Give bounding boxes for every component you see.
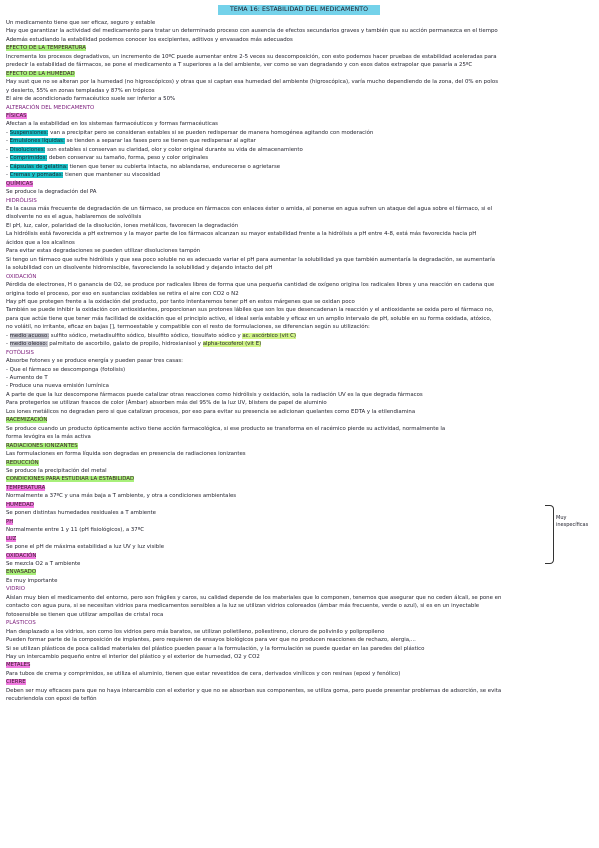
highlighted-term: alpha-tocoferol (vit E) xyxy=(202,341,262,348)
section-heading xyxy=(6,568,589,576)
line-text: VIDRIO xyxy=(6,586,26,593)
bullet-dash: - xyxy=(6,172,10,179)
line-text: Pueden formar parte de la composición de implantes, pero requieren de ensayos biológicos para ver que no producen reacciones de rechazo, alergia,... xyxy=(6,637,416,644)
text-line xyxy=(6,636,589,644)
line-text: EFECTO DE LA HUMEDAD xyxy=(6,70,75,77)
text-line xyxy=(6,509,589,517)
bullet-dash: - xyxy=(6,155,10,162)
section-heading xyxy=(6,484,589,492)
line-text: FÍSICAS xyxy=(6,112,27,119)
text-line xyxy=(6,222,589,230)
section-heading xyxy=(6,273,589,281)
text-line xyxy=(6,120,589,128)
line-text: Para evitar estas degradaciones se pueden utilizar disoluciones tampón xyxy=(6,248,201,255)
line-text: Pérdida de electrones, H o ganancia de O2, se produce por radicales libres de forma que una pequeña cantidad de oxígeno origina los radicales libres y una reacción en cadena que xyxy=(6,282,495,289)
text-line xyxy=(6,467,589,475)
line-text: Incrementa los procesos degradativos, un incremento de 10ºC puede aumentar entre 2-5 veces su descomposición, con esto podemos hacer pruebas de estabilidad aceleradas para xyxy=(6,53,497,60)
line-text: Se mezcla O2 a T ambiente xyxy=(6,561,81,567)
section-heading xyxy=(6,535,589,543)
line-text: El pH, luz, calor, polaridad de la disolución, iones metálicos, favorecen la degradación xyxy=(6,222,239,229)
text-line xyxy=(6,256,589,264)
line-text: - Que el fármaco se descomponga (fotolisis) xyxy=(6,366,126,373)
line-text: Para protegerlos se utilizan frascos de color (Ámbar) absorben más del 95% de la luz UV, blisters de papel de aluminio xyxy=(6,400,327,407)
line-text: RADIACIONES IONIZANTES xyxy=(6,442,78,449)
section-heading xyxy=(6,104,589,112)
line-text: Además estudiando la estabilidad podemos conocer los excipientes, aditivos y envasados más adecuados xyxy=(6,36,293,43)
line-text: tienen que tener su cubierta intacta, no ablandarse, endurecerse o agrietarse xyxy=(67,163,281,170)
line-text: y desierto, 55% en zonas templadas y 87% en trópicos xyxy=(6,87,155,94)
text-line xyxy=(6,628,589,636)
bullet-dash: - xyxy=(6,146,10,153)
text-line xyxy=(6,577,589,585)
line-text: LUZ xyxy=(6,535,17,542)
line-text: van a precipitar pero se consideran estables si se pueden redispersar de manera homogénea agitando con moderación xyxy=(48,129,374,136)
line-text: PLÁSTICOS xyxy=(6,620,36,627)
highlighted-term: Cremas y pomadas: xyxy=(9,172,64,179)
line-text: OXIDACIÓN xyxy=(6,273,37,280)
text-line xyxy=(6,543,589,551)
text-line xyxy=(6,137,589,145)
section-heading xyxy=(6,442,589,450)
line-text: METALES xyxy=(6,662,31,669)
section-heading xyxy=(6,70,589,78)
line-text: TEMPERATURA xyxy=(6,484,46,491)
line-text: Absorbe fotones y se produce energía y pueden pasar tres casas: xyxy=(6,358,183,365)
document-body xyxy=(6,19,589,704)
text-line xyxy=(6,163,589,171)
highlighted-term: Disoluciones: xyxy=(9,146,46,153)
text-line xyxy=(6,146,589,154)
line-text: palmitato de ascorbilo, galato de propilo, hidroxianisol y xyxy=(47,341,203,348)
line-text: Hay un intercambio pequeño entre el interior del plástico y el exterior de humedad, O2 y CO2 xyxy=(6,653,260,660)
line-text: predecir la estabilidad de fármacos, se pone el medicamento a T superiores a la del ambiente, ver como se van degradando y con esos datos extrapolar que pasaría a 25ºC xyxy=(6,62,473,69)
line-text: Aíslan muy bien el medicamento del entorno, pero son frágiles y caros, su calidad depende de los materiales que lo componen, tenemos que asegurar que no ceden álcali, se pone en xyxy=(6,594,502,601)
text-line xyxy=(6,526,589,534)
line-text: Un medicamento tiene que ser eficaz, seguro y estable xyxy=(6,20,156,26)
bullet-dash: - xyxy=(6,163,10,170)
text-line xyxy=(6,188,589,196)
side-note-line: inespecíficas xyxy=(556,522,589,528)
highlighted-term: Comprimidos: xyxy=(9,155,48,162)
text-line xyxy=(6,281,589,289)
highlighted-term: medio oleoso: xyxy=(9,341,48,348)
line-text: Deben ser muy eficaces para que no haya intercambio con el exterior y que no se absorban sus componentes, se utiliza goma, pero puede presentar problemas de adsorción, se evita xyxy=(6,687,502,694)
line-text: Los iones metálicos no degradan pero si que catalizan procesos, por eso para evitar su presencia se adicionan quelantes como EDTA y la etilendiamina xyxy=(6,408,416,415)
line-text: Es muy importante xyxy=(6,577,58,584)
line-text: recubriendola con epoxi de teflón xyxy=(6,696,97,703)
line-text: tienen que mantener su viscosidad xyxy=(63,172,161,179)
text-line xyxy=(6,264,589,272)
text-line xyxy=(6,560,589,568)
line-text: OXIDACIÓN xyxy=(6,552,37,559)
line-text: Las formulaciones en forma líquida son degradas en presencia de radiaciones ionizantes xyxy=(6,451,246,458)
line-text: Se pone el pH de máxima estabilidad a luz UV y luz visible xyxy=(6,544,165,551)
line-text: la solubilidad con un disolvente hidromiscible, favoreciendo la solubilidad y dejando intacto del pH xyxy=(6,265,273,272)
line-text: para que actúe tiene que tener más facilidad de oxidación que el principio activo, el ideal sería estable y eficaz en un amplio intervalo de pH, soluble en su forma oxidada, atóxico, xyxy=(6,315,492,322)
line-text: Afectan a la estabilidad en los sistemas farmacéuticos y formas farmacéuticas xyxy=(6,121,218,128)
section-heading xyxy=(6,459,589,467)
section-heading xyxy=(6,349,589,357)
text-line xyxy=(6,645,589,653)
line-text: REDUCCIÓN xyxy=(6,459,39,466)
highlighted-term: Cápsulas de gelatina: xyxy=(9,163,68,170)
text-line xyxy=(6,306,589,314)
line-text: Hay pH que protegen frente a la oxidación del producto, por tanto intentaremos tener pH en estos márgenes que se oxidan poco xyxy=(6,298,355,305)
section-heading xyxy=(6,678,589,686)
line-text: disolvente no es el agua, hablaremos de solvólisis xyxy=(6,214,142,221)
line-text: PH xyxy=(6,518,14,525)
text-line xyxy=(6,213,589,221)
text-line xyxy=(6,239,589,247)
text-line xyxy=(6,374,589,382)
line-text: QUÍMICAS xyxy=(6,180,33,187)
text-line xyxy=(6,129,589,137)
text-line xyxy=(6,53,589,61)
line-text: son estables si conservan su claridad, olor y color original durante su vida de almacenamiento xyxy=(45,146,303,153)
line-text: Para tubos de crema y comprimidos, se utiliza el aluminio, tienen que estar revestidos de cera, derivados vinílicos y con resinas (epoxi y fenólico) xyxy=(6,670,401,677)
line-text: origina todo el proceso, por eso en sustancias oxidables se retira el aire con CO2 o N2 xyxy=(6,290,239,297)
text-line xyxy=(6,602,589,610)
text-line xyxy=(6,695,589,703)
text-line xyxy=(6,247,589,255)
section-heading xyxy=(6,619,589,627)
text-line xyxy=(6,323,589,331)
text-line xyxy=(6,492,589,500)
section-heading xyxy=(6,416,589,424)
line-text: El aire de acondicionado farmacéutico suele ser inferior a 50% xyxy=(6,96,176,103)
text-line xyxy=(6,315,589,323)
line-text: También se puede inhibir la oxidación con antioxidantes, proporcionan sus protones lábiles que son los que desencadenan la reacción y el antioxidante se oxida pero el fármaco no, xyxy=(6,307,494,314)
text-line xyxy=(6,433,589,441)
section-heading xyxy=(6,197,589,205)
section-heading xyxy=(6,518,589,526)
section-heading xyxy=(6,501,589,509)
text-line xyxy=(6,382,589,390)
line-text: - Produce una nueva emisión lumínica xyxy=(6,383,109,390)
line-text: Si se utilizan plásticos de poca calidad materiales del plástico pueden pasar a la formulación, y la formulación se puede quedar en las paredes del plástico xyxy=(6,645,425,652)
text-line xyxy=(6,154,589,162)
text-line xyxy=(6,87,589,95)
text-line xyxy=(6,36,589,44)
text-line xyxy=(6,687,589,695)
line-text: contacto con agua pura, si se necesitan vidrios para medicamentos sensibles a la luz se utilizan vidrios coloreados (ámbar más frecuente, verde o azul), si es en un inyectable xyxy=(6,603,480,610)
text-line xyxy=(6,594,589,602)
line-text: EFECTO DE LA TEMPERATURA xyxy=(6,45,86,52)
line-text: RACEMIZACIÓN xyxy=(6,417,48,424)
line-text: FOTÓLISIS xyxy=(6,349,34,356)
text-line xyxy=(6,340,589,348)
text-line xyxy=(6,332,589,340)
bullet-dash: - xyxy=(6,129,10,136)
text-line xyxy=(6,61,589,69)
line-text: ENVASADO xyxy=(6,569,37,576)
text-line xyxy=(6,19,589,27)
text-line xyxy=(6,399,589,407)
line-text: Es la causa más frecuente de degradación de un fármaco, se produce en fármacos con enlaces éster o amida, al ponerse en agua sufren un ataque del agua sobre el fármaco, si el xyxy=(6,205,493,212)
line-text: Se produce la degradación del PA xyxy=(6,189,97,196)
line-text: HUMEDAD xyxy=(6,501,34,508)
line-text: Se ponen distintas humedades residuales a T ambiente xyxy=(6,510,156,517)
line-text: forma levógira es la más activa xyxy=(6,434,91,441)
bullet-dash: - xyxy=(6,332,10,339)
text-line xyxy=(6,230,589,238)
bullet-dash: - xyxy=(6,138,10,145)
section-heading xyxy=(6,112,589,120)
section-heading xyxy=(6,475,589,483)
highlighted-term: ac. ascórbico (vit C) xyxy=(242,332,297,339)
section-heading xyxy=(6,552,589,560)
side-note xyxy=(556,515,588,529)
line-text: sulfito sódico, metadisulfito sódico, bisulfito sódico, tiosulfato sódico y xyxy=(49,332,243,339)
line-text: Se produce cuando un producto ópticamente activo tiene acción farmacológica, si ese producto se transforma en el racémico pierde su actividad, normalmente la xyxy=(6,425,446,432)
line-text: se tienden a separar las fases pero se tienen que redispersar al agitar xyxy=(64,138,256,145)
highlighted-term: Suspensiones: xyxy=(9,129,49,136)
brace-mark xyxy=(545,505,554,564)
text-line xyxy=(6,298,589,306)
text-line xyxy=(6,408,589,416)
line-text: CONDICIONES PARA ESTUDIAR LA ESTABILIDAD xyxy=(6,476,135,483)
line-text: Normalmente entre 1 y 11 (pH fisiológicos), a 37ºC xyxy=(6,527,145,534)
highlighted-term: medio acuoso: xyxy=(9,332,50,339)
text-line xyxy=(6,366,589,374)
bullet-dash: - xyxy=(6,341,10,348)
line-text: deben conservar su tamaño, forma, peso y color originales xyxy=(47,155,209,162)
text-line xyxy=(6,391,589,399)
line-text: Se produce la precipitación del metal xyxy=(6,468,107,475)
highlighted-term: Emulsiones líquidas: xyxy=(9,138,65,145)
line-text: La hidrólisis está favorecida a pH extremos y la mayor parte de los fármacos alcanzan su mayor estabilidad frente a la hidrólisis a pH entre 4-8, está más favorecida hacia pH xyxy=(6,231,477,238)
section-heading xyxy=(6,585,589,593)
text-line xyxy=(6,611,589,619)
text-line xyxy=(6,290,589,298)
line-text: ALTERACIÓN DEL MEDICAMENTO xyxy=(6,104,95,111)
text-line xyxy=(6,670,589,678)
line-text: ácidos que a los alcalinos xyxy=(6,239,75,246)
text-line xyxy=(6,27,589,35)
line-text: Si tengo un fármaco que sufre hidrólisis y que sea poco soluble no es adecuado variar el pH para aumentar la solubilidad ya que también aumentaría la degradación, se aumentaría xyxy=(6,256,495,263)
section-heading xyxy=(6,661,589,669)
line-text: - Aumento de T xyxy=(6,375,48,382)
line-text: Han desplazado a los vidrios, son como los vidrios pero más baratos, se utilizan polietileno, poliestireno, cloruro de polivinilo y polipropileno xyxy=(6,628,385,635)
text-line xyxy=(6,171,589,179)
text-line xyxy=(6,357,589,365)
line-text: CIERRE xyxy=(6,679,26,686)
section-heading xyxy=(6,180,589,188)
side-note-line: Muy xyxy=(556,515,567,521)
line-text: no volátil, no irritante, eficaz en bajas [], termoestable y compatible con el resto de formulaciones, se diferencian según su utilización: xyxy=(6,324,370,331)
section-heading xyxy=(6,44,589,52)
page-title: TEMA 16: ESTABILIDAD DEL MEDICAMENTO xyxy=(218,5,380,15)
line-text: Normalmente a 37ºC y una más baja a T ambiente, y otra a condiciones ambientales xyxy=(6,493,237,500)
text-line xyxy=(6,78,589,86)
text-line xyxy=(6,95,589,103)
line-text: HIDRÓLISIS xyxy=(6,197,37,204)
line-text: Hay que garantizar la actividad del medicamento para tratar un determinado proceso con ausencia de efectos secundarios graves y también que su acción permanezca en el tiempo xyxy=(6,28,498,35)
text-line xyxy=(6,450,589,458)
text-line xyxy=(6,205,589,213)
text-line xyxy=(6,653,589,661)
line-text: fotosensible se tienen que utilizar ampollas de cristal roca xyxy=(6,611,164,618)
line-text: Hay sust que no se alteran por la humedad (no higroscópicos) y otras que si captan esa humedad del ambiente (higroscópica), varía mucho dependiendo de la zona, del 0% en polos xyxy=(6,79,498,86)
text-line xyxy=(6,425,589,433)
line-text: A parte de que la luz descompone fármacos puede catalizar otras reacciones como hidrólisis y oxidación, sola la radiación UV es la que degrada fármacos xyxy=(6,391,423,398)
